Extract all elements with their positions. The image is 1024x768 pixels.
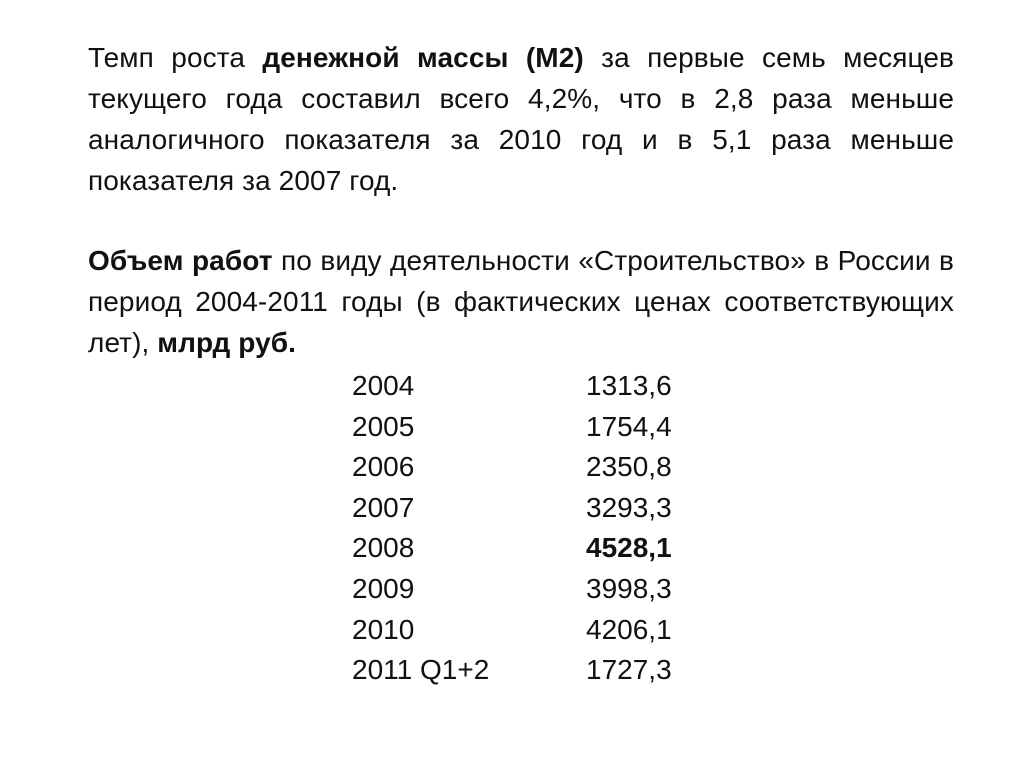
table-year: 2004 xyxy=(352,370,415,401)
table-value: 1727,3 xyxy=(586,654,672,686)
table-row xyxy=(352,407,712,448)
table-year: 2011 Q1+2 xyxy=(352,654,490,686)
table-value: 1313,6 xyxy=(586,370,672,401)
paragraph1-bold-term: денежной массы (М2) xyxy=(262,42,584,73)
table-year: 2008 xyxy=(352,532,415,564)
table-value: 1754,4 xyxy=(586,410,672,442)
paragraph1-text-end: за первые семь месяцев текущего года составил всего 4,2%, что в 2,8 раза меньше аналогичного показателя за 2010 год и в 5,1 раза меньше показателя за 2007 год. xyxy=(88,42,954,196)
table-value: 3293,3 xyxy=(586,491,672,523)
table-value: 2350,8 xyxy=(586,451,672,483)
table-value: 4206,1 xyxy=(586,613,672,645)
table-year: 2007 xyxy=(352,491,415,523)
table-row xyxy=(352,569,712,610)
table-row xyxy=(352,366,712,407)
table-year: 2006 xyxy=(352,451,415,483)
table-row xyxy=(352,447,712,488)
money-supply-paragraph xyxy=(88,37,954,201)
table-year: 2005 xyxy=(352,410,415,442)
table-row xyxy=(352,610,712,651)
table-row xyxy=(352,488,712,529)
construction-volume-table xyxy=(352,366,712,691)
paragraph2-bold-term: Объем работ xyxy=(88,245,273,276)
table-value-peak: 4528,1 xyxy=(586,532,672,564)
table-row xyxy=(352,650,712,691)
paragraph1-text-start: Темп роста xyxy=(88,42,263,73)
table-row xyxy=(352,528,712,569)
table-value: 3998,3 xyxy=(586,572,672,604)
table-year: 2009 xyxy=(352,572,415,604)
table-year: 2010 xyxy=(352,613,415,645)
construction-volume-paragraph xyxy=(88,240,954,363)
paragraph2-unit: млрд руб. xyxy=(157,327,297,358)
paragraph2-text: по виду деятельности «Строительство» в России в период 2004-2011 годы (в фактических ценах соответствующих лет), xyxy=(88,245,954,358)
